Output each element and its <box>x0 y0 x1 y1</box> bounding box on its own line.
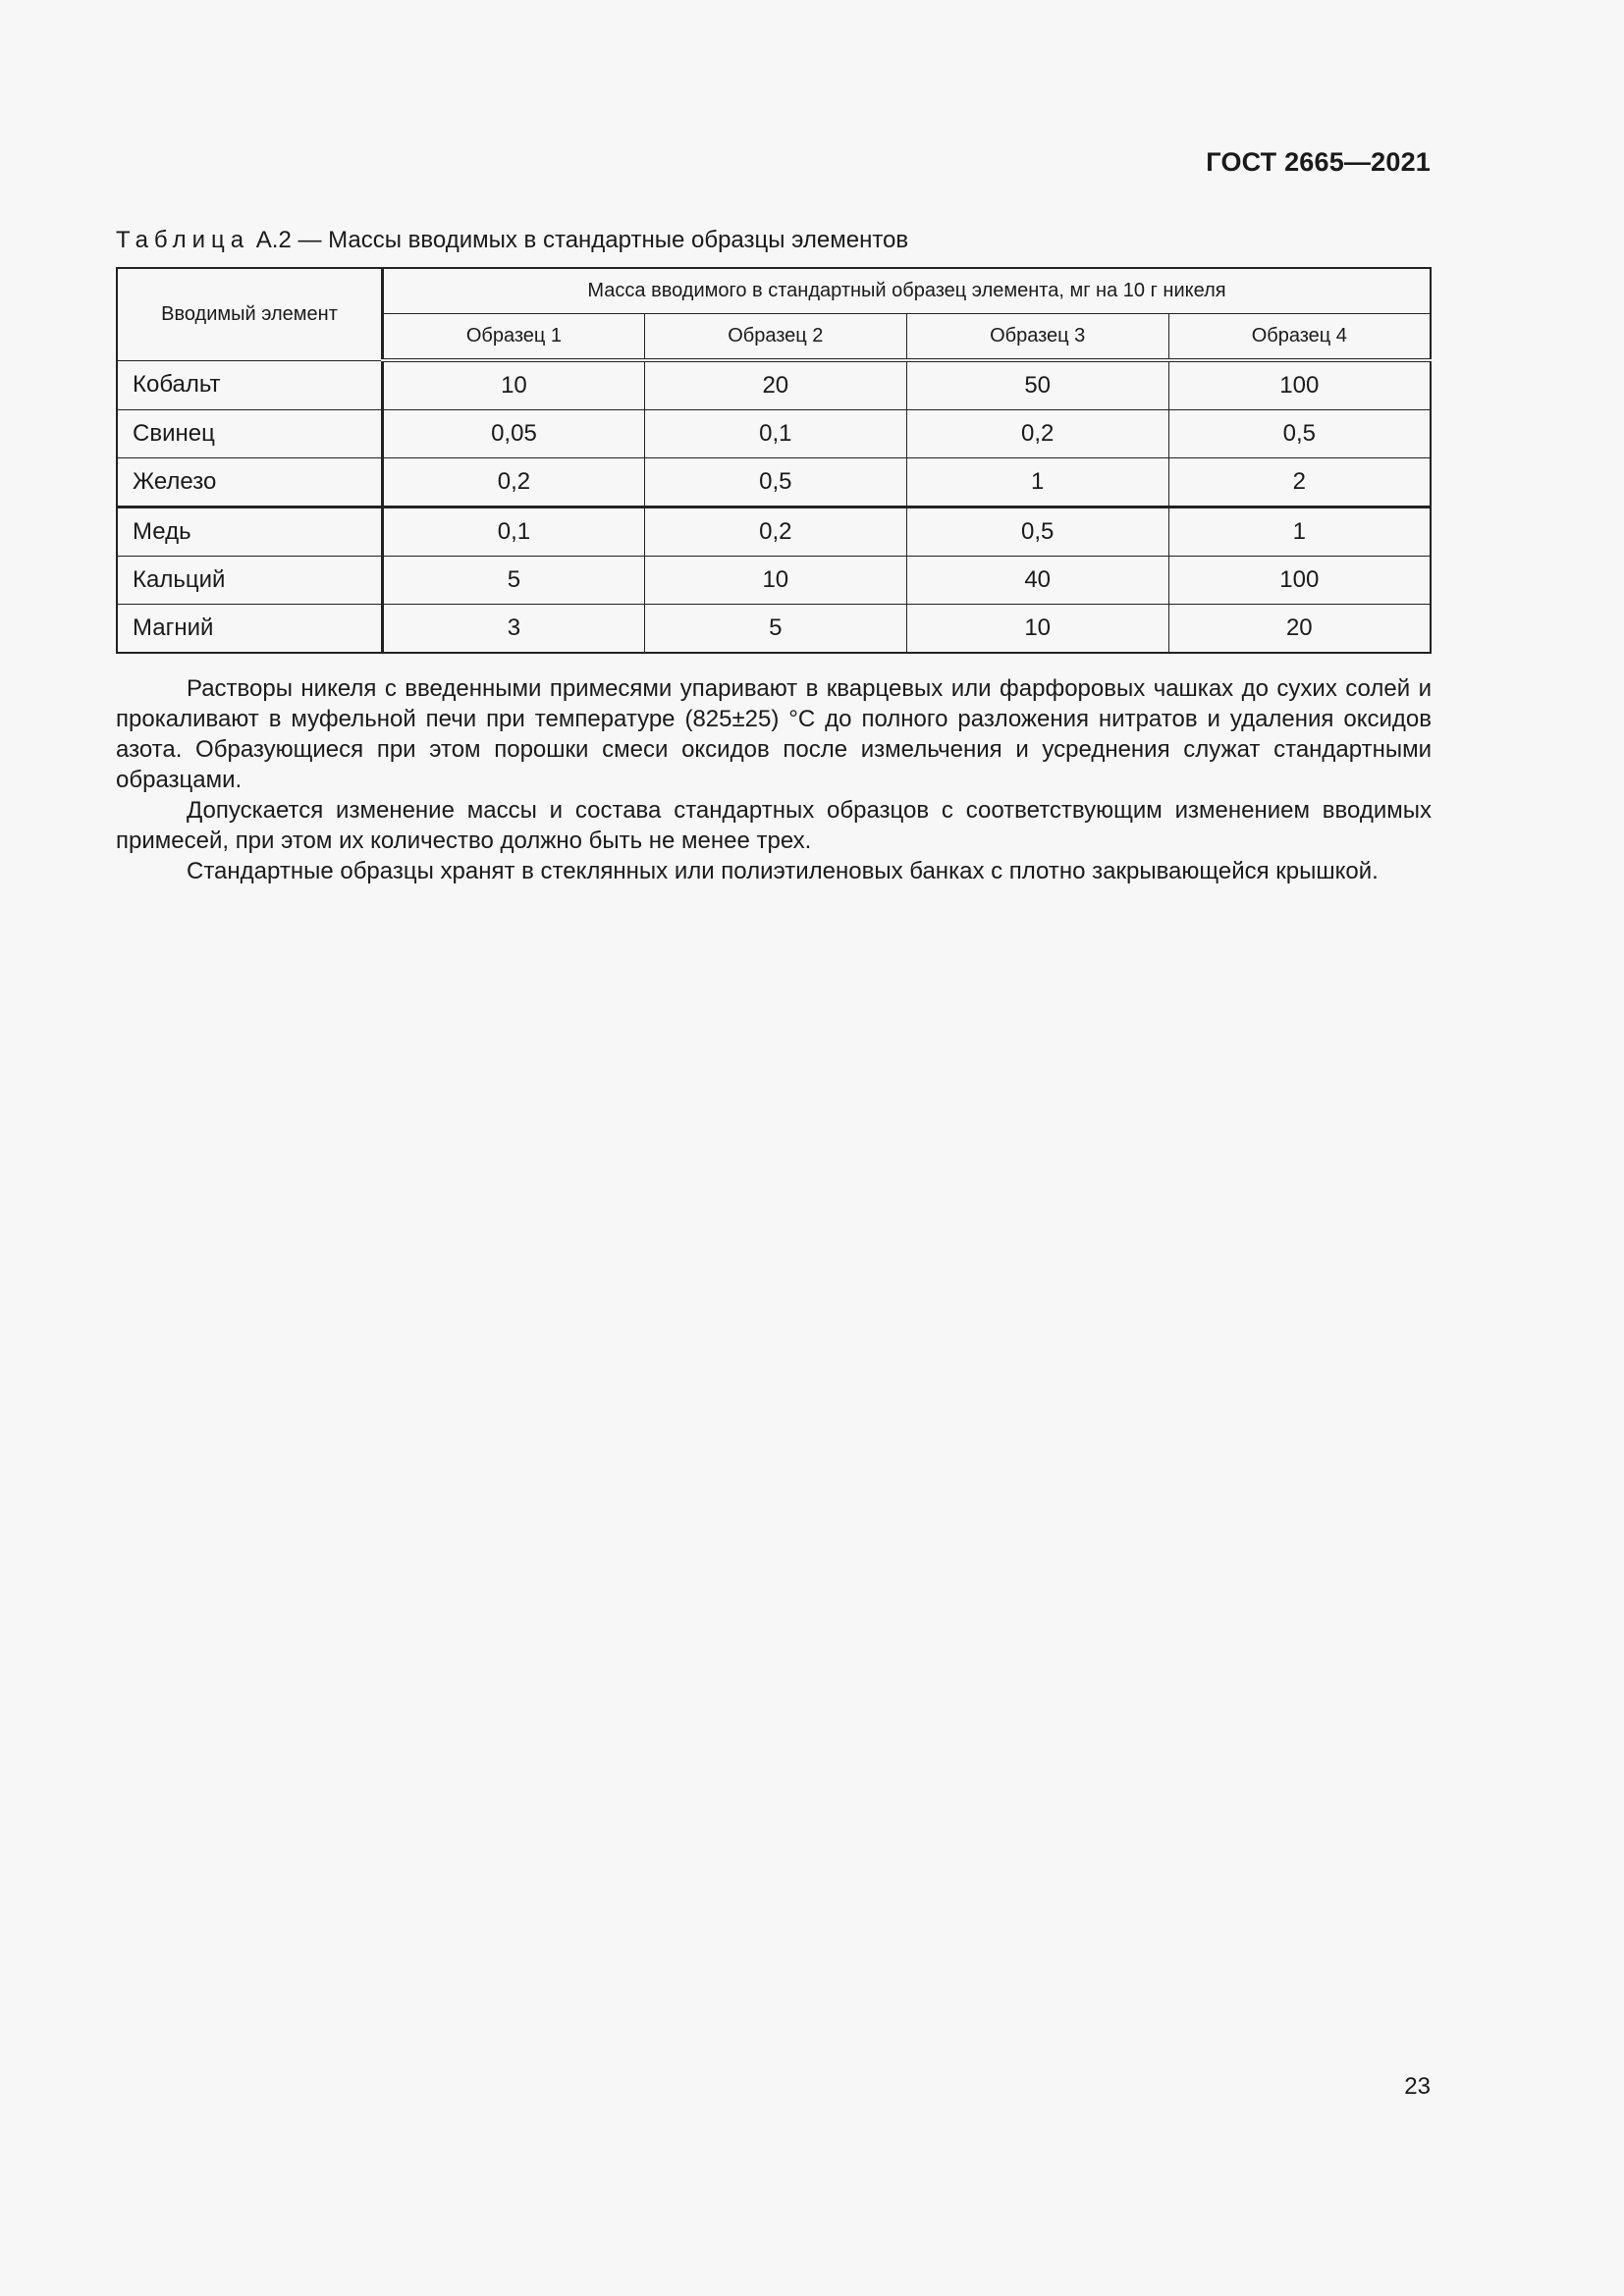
value-cell: 50 <box>906 360 1168 410</box>
table-caption-text: А.2 — Массы вводимых в стандартные образцы элементов <box>255 227 909 253</box>
value-cell: 20 <box>1168 605 1431 654</box>
table-row <box>117 605 1431 654</box>
value-cell: 0,5 <box>644 458 906 507</box>
value-cell: 0,2 <box>906 410 1168 458</box>
table-row <box>117 557 1431 605</box>
paragraph: Допускается изменение массы и состава стандартных образцов с соответствующим изменением вводимых примесей, при этом их количество должно быть не менее трех. <box>116 797 1432 854</box>
paragraph: Стандартные образцы хранят в стеклянных или полиэтиленовых банках с плотно закрывающейся крышкой. <box>187 858 1379 884</box>
value-cell: 100 <box>1168 557 1431 605</box>
value-cell: 0,1 <box>644 410 906 458</box>
value-cell: 0,05 <box>383 410 645 458</box>
element-cell: Свинец <box>117 410 383 458</box>
value-cell: 1 <box>1168 507 1431 557</box>
value-cell: 10 <box>644 557 906 605</box>
value-cell: 3 <box>383 605 645 654</box>
page-number: 23 <box>1404 2073 1431 2100</box>
value-cell: 0,5 <box>906 507 1168 557</box>
value-cell: 0,2 <box>644 507 906 557</box>
table-caption-prefix: Таблица <box>116 227 250 253</box>
table-row <box>117 410 1431 458</box>
paragraph: Растворы никеля с введенными примесями упаривают в кварцевых или фарфоровых чашках до сухих солей и прокаливают в муфельной печи при температуре (825±25) °С до полного разложения нитратов и удаления оксидов азота. Образующиеся при этом порошки смеси оксидов после измельчения и усреднения служат стандартными образцами. <box>116 675 1432 793</box>
column-header-group: Масса вводимого в стандартный образец элемента, мг на 10 г никеля <box>383 268 1432 314</box>
table-row <box>117 458 1431 507</box>
value-cell: 100 <box>1168 360 1431 410</box>
element-cell: Магний <box>117 605 383 654</box>
element-cell: Кобальт <box>117 360 383 410</box>
column-header-sample-3: Образец 3 <box>906 314 1168 361</box>
element-cell: Медь <box>117 507 383 557</box>
value-cell: 20 <box>644 360 906 410</box>
document-code: ГОСТ 2665—2021 <box>1206 147 1431 177</box>
element-mass-table <box>116 267 1432 654</box>
column-header-sample-4: Образец 4 <box>1168 314 1431 361</box>
element-cell: Железо <box>117 458 383 507</box>
value-cell: 5 <box>644 605 906 654</box>
value-cell: 1 <box>906 458 1168 507</box>
element-cell: Кальций <box>117 557 383 605</box>
column-header-sample-1: Образец 1 <box>383 314 645 361</box>
column-header-sample-2: Образец 2 <box>644 314 906 361</box>
value-cell: 10 <box>906 605 1168 654</box>
value-cell: 0,5 <box>1168 410 1431 458</box>
value-cell: 0,1 <box>383 507 645 557</box>
value-cell: 2 <box>1168 458 1431 507</box>
value-cell: 10 <box>383 360 645 410</box>
body-text <box>116 673 1432 886</box>
table-row <box>117 507 1431 557</box>
value-cell: 0,2 <box>383 458 645 507</box>
table-caption <box>116 227 908 254</box>
value-cell: 5 <box>383 557 645 605</box>
table-row <box>117 360 1431 410</box>
value-cell: 40 <box>906 557 1168 605</box>
column-header-element: Вводимый элемент <box>117 268 383 360</box>
